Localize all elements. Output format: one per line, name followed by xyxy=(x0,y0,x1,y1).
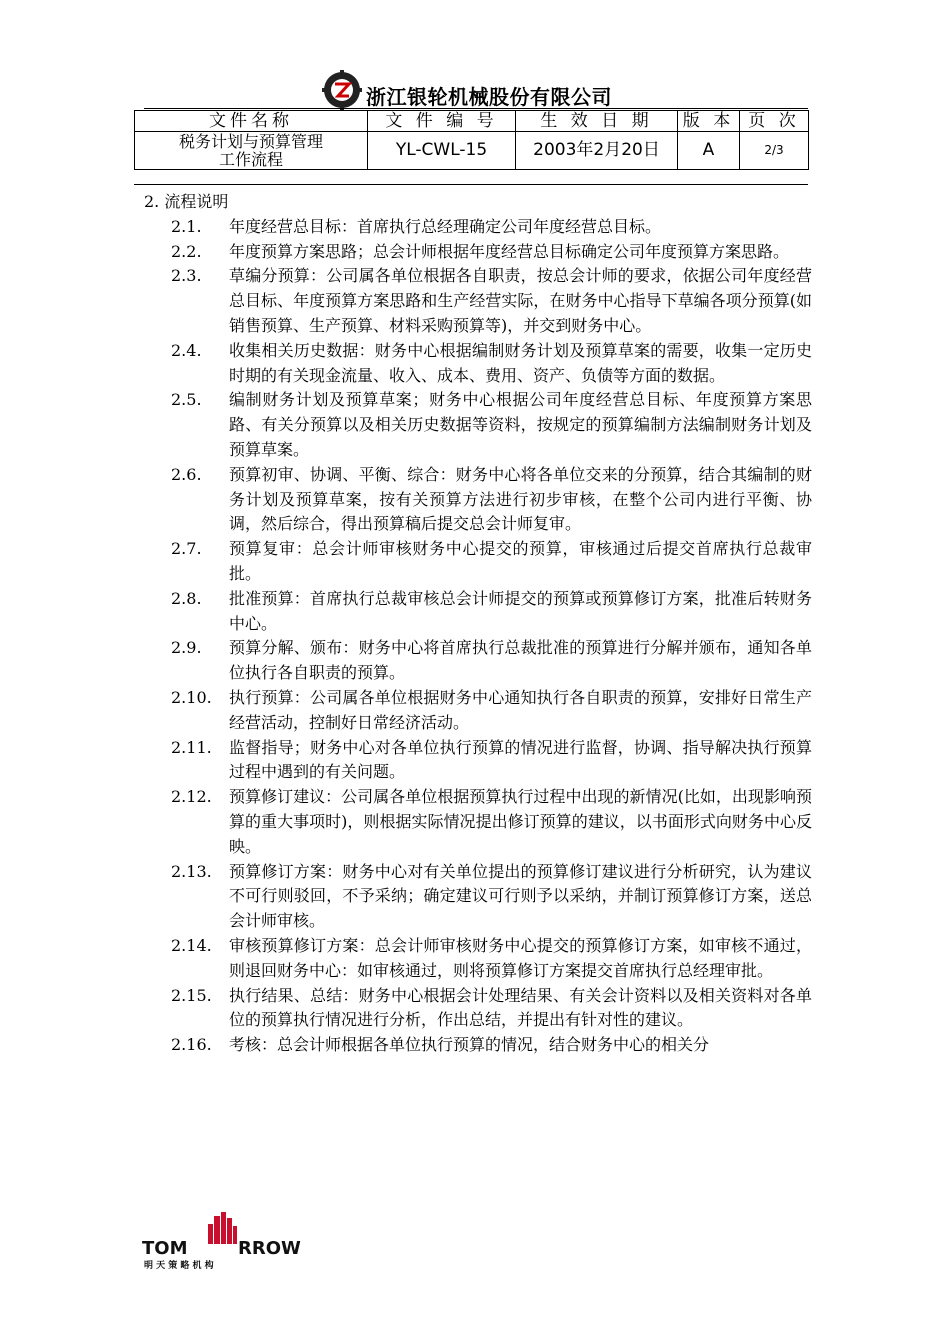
item-text: 预算修订方案：财务中心对有关单位提出的预算修订建议进行分析研究，认为建议不可行则驳回，不予采纳；确定建议可行则予以采纳，并制订预算修订方案，送总会计师审核。 xyxy=(229,861,812,931)
list-item xyxy=(144,785,812,859)
doc-name-line1: 税务计划与预算管理 xyxy=(178,131,323,151)
effective-date: 2003年2月20日 xyxy=(516,132,678,170)
item-number: 2.16. xyxy=(171,1035,212,1055)
version: A xyxy=(678,132,740,170)
list-item xyxy=(144,984,812,1034)
doc-number: YL-CWL-15 xyxy=(368,132,516,170)
list-item xyxy=(144,463,812,537)
item-number: 2.2. xyxy=(171,241,202,261)
item-text: 编制财务计划及预算草案；财务中心根据公司年度经营总目标、年度预算方案思路、有关分预算以及相关历史数据等资料，按规定的预算编制方法编制财务计划及预算草案。 xyxy=(229,390,812,459)
item-number: 2.4. xyxy=(171,340,202,360)
item-text: 年度预算方案思路；总会计师根据年度经营总目标确定公司年度预算方案思路。 xyxy=(229,241,790,261)
doc-name-cell xyxy=(135,132,368,170)
section-title: 2. 流程说明 xyxy=(144,192,229,211)
list-item xyxy=(144,1033,812,1058)
list-item xyxy=(144,339,812,389)
list-item xyxy=(144,240,812,265)
skyline-icon xyxy=(208,1212,237,1244)
header-doc-number: 文 件 编 号 xyxy=(368,111,516,132)
item-text: 年度经营总目标：首席执行总经理确定公司年度经营总目标。 xyxy=(229,216,662,236)
brand-left: TOM xyxy=(142,1238,188,1259)
company-name: 浙江银轮机械股份有限公司 xyxy=(366,84,612,109)
item-text: 执行结果、总结：财务中心根据会计处理结果、有关会计资料以及相关资料对各单位的预算执行情况进行分析，作出总结，并提出有针对性的建议。 xyxy=(229,985,812,1030)
item-number: 2.9. xyxy=(171,638,202,658)
item-number: 2.6. xyxy=(171,464,202,484)
item-list xyxy=(144,215,812,1058)
list-item xyxy=(144,537,812,587)
list-item xyxy=(144,860,812,934)
item-text: 预算修订建议：公司属各单位根据预算执行过程中出现的新情况(比如，出现影响预算的重大事项时)，则根据实际情况提出修订预算的建议，以书面形式向财务中心反映。 xyxy=(229,787,812,856)
info-header-row xyxy=(135,111,809,132)
header-version: 版 本 xyxy=(678,111,740,132)
item-text: 预算初审、协调、平衡、综合：财务中心将各单位交来的分预算，结合其编制的财务计划及预算草案，按有关预算方法进行初步审核，在整个公司内进行平衡、协调，然后综合，得出预算稿后提交总会计师复审。 xyxy=(229,464,812,534)
item-number: 2.5. xyxy=(171,390,202,410)
item-text: 预算复审：总会计师审核财务中心提交的预算，审核通过后提交首席执行总裁审批。 xyxy=(229,539,812,583)
item-number: 2.8. xyxy=(171,588,202,608)
list-item xyxy=(144,388,812,462)
item-text: 批准预算：首席执行总裁审核总会计师提交的预算或预算修订方案，批准后转财务中心。 xyxy=(229,588,812,633)
company-logo-icon xyxy=(322,70,362,110)
item-text: 监督指导；财务中心对各单位执行预算的情况进行监督，协调、指导解决执行预算过程中遇到的有关问题。 xyxy=(229,737,812,782)
header-doc-name: 文件名称 xyxy=(135,111,368,132)
info-value-row xyxy=(135,132,809,170)
header-effective-date: 生 效 日 期 xyxy=(516,111,678,132)
item-number: 2.1. xyxy=(171,216,202,236)
item-number: 2.15. xyxy=(171,985,212,1005)
item-number: 2.11. xyxy=(171,737,212,757)
item-text: 收集相关历史数据：财务中心根据编制财务计划及预算草案的需要，收集一定历史时期的有关现金流量、收入、成本、费用、资产、负债等方面的数据。 xyxy=(229,340,812,385)
item-number: 2.7. xyxy=(171,539,202,559)
list-item xyxy=(144,636,812,686)
item-text: 草编分预算：公司属各单位根据各自职责，按总会计师的要求，依据公司年度经营总目标、年度预算方案思路和生产经营实际，在财务中心指导下草编各项分预算(如销售预算、生产预算、材料采购预算等)，并交到财务中心。 xyxy=(229,266,812,335)
document-info-table xyxy=(134,110,809,170)
tomorrow-logo-icon xyxy=(142,1212,304,1272)
brand-cn: 明 天 策 略 机 构 xyxy=(144,1261,214,1271)
item-number: 2.12. xyxy=(171,787,212,807)
brand-right: RROW xyxy=(238,1238,301,1259)
table-bottom-rule xyxy=(134,184,808,185)
list-item xyxy=(144,934,812,984)
item-text: 执行预算：公司属各单位根据财务中心通知执行各自职责的预算，安排好日常生产经营活动，控制好日常经济活动。 xyxy=(229,687,812,732)
doc-name-line2: 工作流程 xyxy=(218,149,283,169)
header-rule xyxy=(144,108,808,109)
item-number: 2.14. xyxy=(171,935,212,955)
document-header xyxy=(322,68,612,112)
list-item xyxy=(144,736,812,786)
item-number: 2.10. xyxy=(171,687,212,707)
page-number: 2/3 xyxy=(740,132,809,170)
list-item xyxy=(144,686,812,736)
list-item xyxy=(144,215,812,240)
process-description xyxy=(144,190,812,1058)
item-number: 2.13. xyxy=(171,861,212,881)
item-text: 考核：总会计师根据各单位执行预算的情况，结合财务中心的相关分 xyxy=(229,1035,710,1055)
item-number: 2.3. xyxy=(171,266,202,286)
list-item xyxy=(144,587,812,637)
header-page: 页 次 xyxy=(740,111,809,132)
item-text: 预算分解、颁布：财务中心将首席执行总裁批准的预算进行分解并颁布，通知各单位执行各自职责的预算。 xyxy=(229,638,812,683)
list-item xyxy=(144,264,812,338)
item-text: 审核预算修订方案：总会计师审核财务中心提交的预算修订方案，如审核不通过，则退回财务中心：如审核通过，则将预算修订方案提交首席执行总经理审批。 xyxy=(229,935,812,980)
